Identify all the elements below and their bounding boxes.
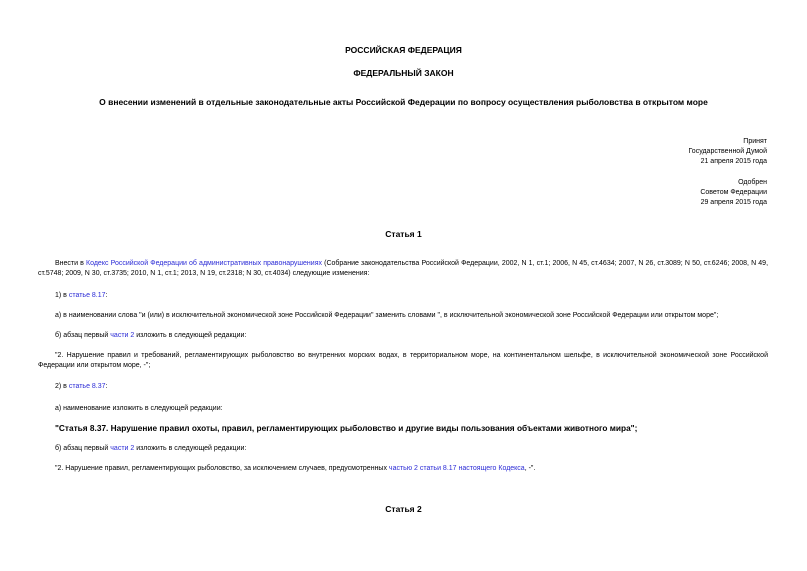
item-1-b bbox=[55, 331, 246, 340]
item-2-quote-start: "2. Нарушение правил, регламентирующих рыболовство, за исключением случаев, предусмотренных bbox=[55, 465, 389, 472]
item-2-a: а) наименование изложить в следующей редакции: bbox=[55, 405, 223, 412]
item-1-b-suffix: изложить в следующей редакции: bbox=[134, 332, 247, 339]
article-1-intro bbox=[38, 259, 768, 279]
article-1-heading: Статья 1 bbox=[385, 229, 422, 239]
code-link[interactable]: Кодекс Российской Федерации об административных правонарушениях bbox=[86, 260, 322, 267]
part-2-link-2[interactable]: части 2 bbox=[110, 445, 135, 452]
item-2-prefix: 2) в bbox=[55, 383, 69, 390]
item-2-suffix: : bbox=[105, 383, 108, 390]
approved-date: 29 апреля 2015 года bbox=[700, 199, 767, 206]
item-2-b-prefix: б) абзац первый bbox=[55, 445, 111, 452]
doc-type-heading: ФЕДЕРАЛЬНЫЙ ЗАКОН bbox=[353, 68, 454, 78]
approved-line-1: Одобрен bbox=[738, 179, 767, 186]
law-title: О внесении изменений в отдельные законодательные акты Российской Федерации по вопросу осуществления рыболовства в открытом море bbox=[99, 97, 708, 107]
article-8-37-new-heading: "Статья 8.37. Нарушение правил охоты, правил, регламентирующих рыболовство и другие виды пользования объектами животного мира"; bbox=[55, 423, 638, 433]
adopted-date: 21 апреля 2015 года bbox=[700, 158, 767, 165]
item-2-quote bbox=[55, 464, 535, 473]
item-1-a: а) в наименовании слова "и (или) в исключительной экономической зоне Российской Федерации" заменить словами ", в исключительной экономической зоне Российской Федерации или открытом море"; bbox=[55, 312, 719, 319]
approved-line-2: Советом Федерации bbox=[700, 189, 767, 196]
part-2-link-1[interactable]: части 2 bbox=[110, 332, 135, 339]
item-1-prefix: 1) в bbox=[55, 292, 69, 299]
item-1-suffix: : bbox=[105, 292, 108, 299]
country-heading: РОССИЙСКАЯ ФЕДЕРАЦИЯ bbox=[345, 45, 462, 55]
adopted-line-2: Государственной Думой bbox=[688, 148, 767, 155]
item-1 bbox=[55, 291, 107, 300]
article-8-37-link[interactable]: статье 8.37 bbox=[68, 383, 106, 390]
item-2-b-suffix: изложить в следующей редакции: bbox=[134, 445, 247, 452]
item-2-quote-end: , -". bbox=[524, 465, 536, 472]
item-2 bbox=[55, 382, 107, 391]
item-2-b bbox=[55, 444, 246, 453]
article-2-heading: Статья 2 bbox=[385, 504, 422, 514]
part-2-article-8-17-link[interactable]: частью 2 статьи 8.17 настоящего Кодекса bbox=[388, 465, 525, 472]
item-1-b-prefix: б) абзац первый bbox=[55, 332, 111, 339]
intro-text-end: (Собрание законодательства Российской Федерации, 2002, N 1, ст.1; 2006, N 45, ст.4634; 2007, N 26, ст.3089; N 50, ст.6246; 2008, N 49, ст.5748; 2009, N 30, ст.3735; 2010, N 1, ст.1; 2013, N 19, ст.2318; N 30, ст.4034) следующие изменения: bbox=[38, 260, 769, 277]
article-8-17-link[interactable]: статье 8.17 bbox=[68, 292, 106, 299]
item-1-quote: "2. Нарушение правил и требований, регламентирующих рыболовство во внутренних морских водах, в территориальном море, на континентальном шельфе, в исключительной экономической зоне Российской Федерации или открытом море, -"; bbox=[38, 352, 768, 369]
intro-text-start: Внести в bbox=[55, 260, 87, 267]
adopted-line-1: Принят bbox=[743, 138, 767, 145]
